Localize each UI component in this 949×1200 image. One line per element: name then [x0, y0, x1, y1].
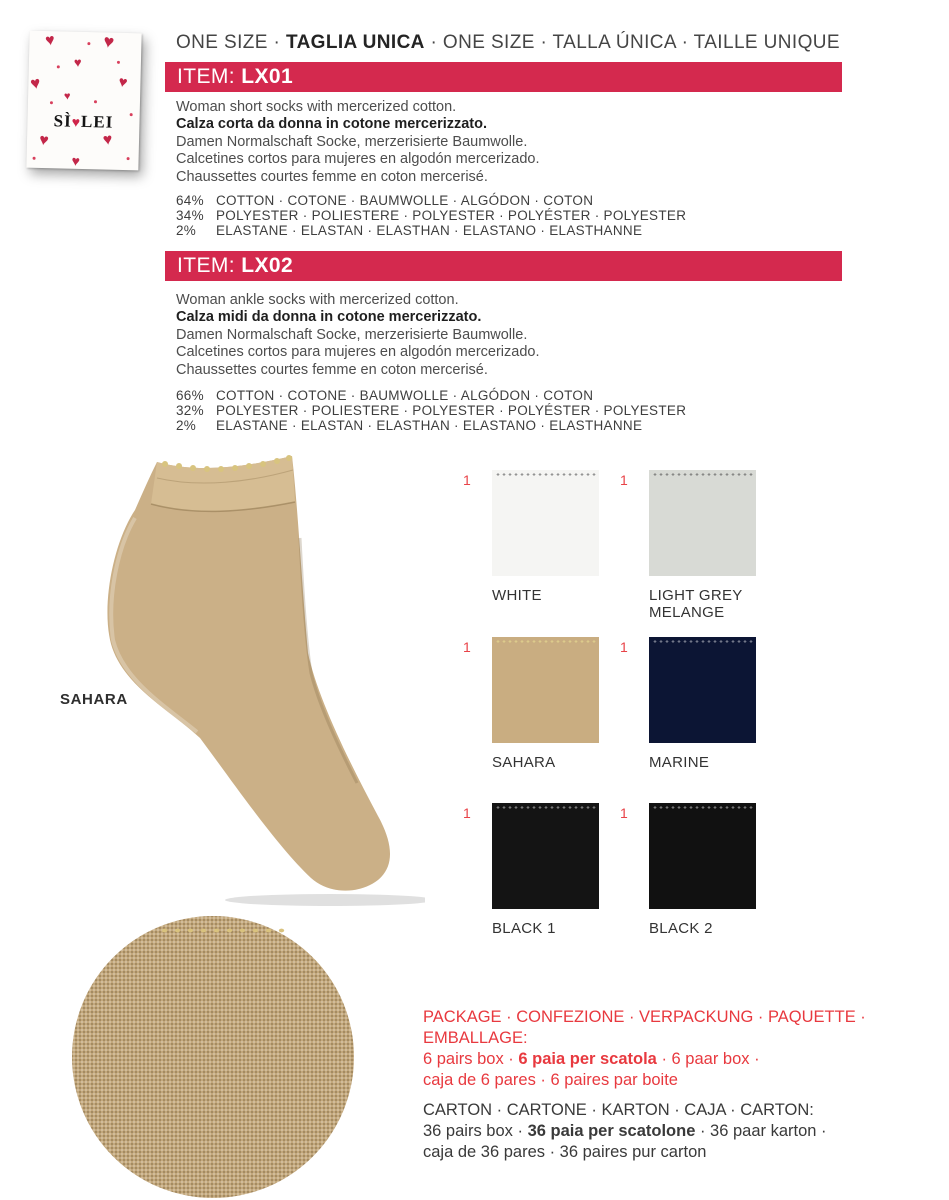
brand-text-right: LEI [80, 111, 114, 132]
carton-title: CARTON · CARTONE · KARTON · CAJA · CARTON: [423, 1101, 814, 1119]
swatch-color-square [492, 803, 599, 909]
composition-line [176, 403, 686, 418]
dot-icon [117, 61, 120, 64]
carton-info [423, 1100, 935, 1163]
swatch-qty: 1 [463, 639, 471, 655]
heart-icon: ♥ [101, 30, 116, 53]
heart-icon: ♥ [63, 90, 71, 103]
packaging-text: caja de 6 pares · 6 paires par boite [423, 1071, 678, 1089]
fabric-detail-circle [72, 916, 354, 1198]
swatch-name: BLACK 2 [649, 920, 713, 937]
packaging-text-bold: 6 paia per scatola [518, 1050, 657, 1068]
composition-pct: 64% [176, 193, 204, 208]
swatch-white [463, 470, 633, 604]
composition-line [176, 418, 686, 433]
swatch-qty: 1 [620, 472, 628, 488]
heart-icon: ♥ [44, 31, 57, 50]
packaging-text: 6 pairs box · [423, 1050, 519, 1068]
composition-pct: 66% [176, 388, 204, 403]
size-header [176, 32, 840, 54]
dot-icon [57, 65, 60, 68]
item-banner-lx02 [165, 251, 842, 281]
carton-text: · 36 paar karton · [695, 1122, 827, 1140]
item-description-lx02 [176, 292, 540, 379]
brand-wordmark [27, 111, 139, 134]
swatch-color-square [492, 470, 599, 576]
item-composition-lx02 [176, 388, 686, 434]
item-label: ITEM: [177, 254, 242, 277]
item-code: LX02 [241, 254, 294, 277]
sock-color-label: SAHARA [60, 691, 128, 708]
description-line: Calcetines cortos para mujeres en algodón mercerizado. [176, 151, 540, 168]
carton-text-bold: 36 paia per scatolone [527, 1122, 696, 1140]
description-line: Woman ankle socks with mercerized cotton. [176, 292, 459, 308]
packaging-info [423, 1007, 935, 1091]
description-line: Damen Normalschaft Socke, merzerisierte Baumwolle. [176, 133, 528, 150]
swatch-marine [620, 637, 790, 771]
dot-icon [127, 157, 130, 160]
swatch-name: LIGHT GREY MELANGE [649, 587, 743, 621]
brand-logo-card [26, 31, 141, 171]
dot-icon [87, 42, 90, 45]
carton-text: caja de 36 pares · 36 paires pur carton [423, 1143, 707, 1161]
composition-pct: 34% [176, 208, 204, 224]
description-line: Calza corta da donna in cotone mercerizzato. [176, 116, 488, 133]
dot-icon [33, 157, 36, 160]
swatch-sahara [463, 637, 633, 771]
swatch-black-1 [463, 803, 633, 937]
sock-cuff [151, 456, 295, 511]
description-line: Calza midi da donna in cotone mercerizzato. [176, 309, 482, 326]
swatch-qty: 1 [620, 639, 628, 655]
swatch-qty: 1 [620, 805, 628, 821]
composition-names: ELASTANE · ELASTAN · ELASTHAN · ELASTANO · ELASTHANNE [216, 223, 643, 239]
description-line: Chaussettes courtes femme en coton mercerisé. [176, 361, 488, 378]
carton-line [423, 1142, 935, 1163]
composition-names: COTTON · COTONE · BAUMWOLLE · ALGÓDON · COTON [216, 388, 594, 403]
sock-illustration [95, 448, 425, 910]
composition-names: ELASTANE · ELASTAN · ELASTHAN · ELASTANO · ELASTHANNE [216, 418, 643, 434]
composition-line [176, 208, 686, 223]
swatch-light-grey-melange [620, 470, 790, 621]
packaging-line [423, 1049, 935, 1070]
item-code: LX01 [241, 65, 294, 88]
item-composition-lx01 [176, 193, 686, 239]
description-line: Woman short socks with mercerized cotton. [176, 99, 457, 115]
composition-pct: 32% [176, 403, 204, 419]
swatch-color-square [649, 470, 756, 576]
composition-pct: 2% [176, 418, 197, 434]
sock-product-image [95, 448, 425, 910]
swatch-name: SAHARA [492, 754, 556, 771]
item-description-lx01 [176, 99, 540, 186]
brand-text-left: SÌ [53, 111, 72, 131]
packaging-text: · 6 paar box · [656, 1050, 760, 1068]
item-banner-lx01 [165, 62, 842, 92]
composition-names: POLYESTER · POLIESTERE · POLYESTER · POLYÉSTER · POLYESTER [216, 403, 687, 419]
dot-icon [94, 100, 97, 103]
heart-icon: ♥ [71, 113, 82, 130]
swatch-name: WHITE [492, 587, 542, 604]
size-seg: · ONE SIZE · TALLA ÚNICA · TAILLE UNIQUE [424, 32, 840, 53]
swatch-black-2 [620, 803, 790, 937]
swatch-qty: 1 [463, 472, 471, 488]
swatch-color-square [649, 637, 756, 743]
heart-icon: ♥ [73, 54, 82, 71]
sock-body [107, 456, 390, 891]
size-seg-bold: TAGLIA UNICA [285, 32, 425, 53]
swatch-color-square [649, 803, 756, 909]
heart-icon: ♥ [37, 131, 50, 150]
carton-text: 36 pairs box · [423, 1122, 528, 1140]
description-line: Chaussettes courtes femme en coton mercerisé. [176, 168, 488, 185]
item-label: ITEM: [177, 65, 242, 88]
composition-line [176, 193, 686, 208]
heart-icon: ♥ [28, 73, 43, 94]
description-line: Damen Normalschaft Socke, merzerisierte Baumwolle. [176, 326, 528, 343]
composition-line [176, 223, 686, 238]
dot-icon [50, 101, 53, 104]
swatch-color-square [492, 637, 599, 743]
heart-icon: ♥ [102, 131, 114, 150]
carton-line [423, 1121, 935, 1142]
heart-icon: ♥ [70, 152, 81, 170]
composition-line [176, 388, 686, 403]
description-line: Calcetines cortos para mujeres en algodón mercerizado. [176, 344, 540, 361]
composition-names: POLYESTER · POLIESTERE · POLYESTER · POLYÉSTER · POLYESTER [216, 208, 687, 224]
size-seg: ONE SIZE · [176, 32, 286, 53]
composition-names: COTTON · COTONE · BAUMWOLLE · ALGÓDON · COTON [216, 193, 594, 208]
swatch-name: MARINE [649, 754, 710, 771]
swatch-name: BLACK 1 [492, 920, 556, 937]
composition-pct: 2% [176, 223, 197, 239]
swatch-qty: 1 [463, 805, 471, 821]
packaging-line [423, 1070, 935, 1091]
packaging-title-line: PACKAGE · CONFEZIONE · VERPACKUNG · PAQUETTE · [423, 1008, 866, 1026]
packaging-title-line: EMBALLAGE: [423, 1029, 528, 1047]
heart-icon: ♥ [116, 73, 129, 92]
